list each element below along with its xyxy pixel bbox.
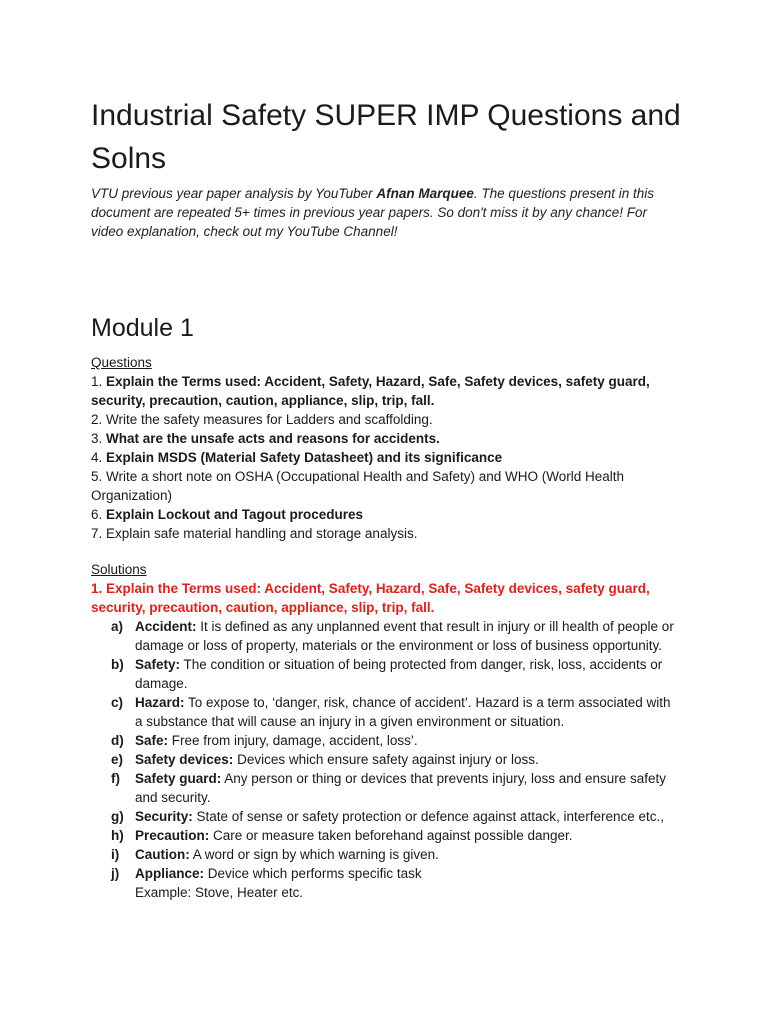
term-definition: Any person or thing or devices that prevents injury, loss and ensure safety and security. [135,771,667,805]
question-item [91,505,681,524]
question-text: Explain safe material handling and storage analysis. [106,526,418,541]
questions-heading: Questions [91,355,152,370]
question-text: Write a short note on OSHA (Occupational Health and Safety) and WHO (World Health Organization) [91,469,625,503]
question-text: Explain the Terms used: Accident, Safety, Hazard, Safe, Safety devices, safety guard, security, precaution, caution, appliance, slip, trip, fall. [91,374,650,408]
question-text: Write the safety measures for Ladders and scaffolding. [106,412,433,427]
solution-question: 1. Explain the Terms used: Accident, Safety, Hazard, Safe, Safety devices, safety guard, security, precaution, caution, appliance, slip, trip, fall. [91,581,650,615]
questions-list [91,372,681,543]
term-letter: j) [111,866,120,881]
term-body [135,807,681,826]
term-letter: f) [111,771,120,786]
term-name: Safe: [135,733,169,748]
term-item [111,693,681,731]
term-letter: c) [111,695,124,710]
question-item [91,429,681,448]
term-definition: Free from injury, damage, accident, loss’. [168,733,418,748]
term-body [135,693,681,731]
term-item [111,731,681,750]
term-letter: e) [111,752,124,767]
term-body [135,617,681,655]
term-name: Appliance: [135,866,205,881]
term-name: Caution: [135,847,190,862]
term-body [135,750,681,769]
solutions-heading: Solutions [91,562,147,577]
term-item [111,826,681,845]
term-letter: a) [111,619,124,634]
term-body [135,826,681,845]
term-definition: The condition or situation of being protected from danger, risk, loss, accidents or damage. [135,657,663,691]
terms-list [111,617,681,902]
question-number: 5. [91,469,107,484]
question-number: 4. [91,450,107,465]
term-definition: To expose to, ‘danger, risk, chance of accident’. Hazard is a term associated with a substance that will cause an injury in a given environment or situation. [135,695,671,729]
term-body [135,655,681,693]
term-name: Hazard: [135,695,185,710]
term-body [135,845,681,864]
term-body [135,731,681,750]
question-item [91,448,681,467]
question-number: 1. [91,374,107,389]
term-definition: A word or sign by which warning is given. [189,847,439,862]
question-number: 3. [91,431,107,446]
term-name: Accident: [135,619,197,634]
question-number: 7. [91,526,107,541]
term-name: Precaution: [135,828,210,843]
term-letter: d) [111,733,124,748]
term-body [135,769,681,807]
question-number: 6. [91,507,107,522]
term-letter: b) [111,657,124,672]
term-name: Safety: [135,657,181,672]
question-item [91,372,681,410]
term-example: Example: Stove, Heater etc. [135,885,304,900]
term-item [111,655,681,693]
term-definition: It is defined as any unplanned event that result in injury or ill health of people or damage or loss of property, materials or the environment or loss of business opportunity. [135,619,674,653]
intro-text-end: . The questions present in this document are repeated 5+ times in previous year papers. So don't miss it by any chance! For video explanation, check out my YouTube Channel! [91,186,655,239]
question-text: Explain Lockout and Tagout procedures [106,507,364,522]
question-text: Explain MSDS (Material Safety Datasheet) and its significance [106,450,503,465]
question-item [91,524,681,543]
term-item [111,864,681,902]
term-letter: i) [111,847,120,862]
question-item [91,410,681,429]
term-name: Security: [135,809,193,824]
term-definition: State of sense or safety protection or defence against attack, interference etc., [192,809,665,824]
term-definition: Devices which ensure safety against injury or loss. [233,752,539,767]
question-item [91,467,681,505]
term-item [111,845,681,864]
term-body [135,864,681,902]
term-letter: h) [111,828,124,843]
term-definition: Device which performs specific task [204,866,422,881]
author-name: Afnan Marquee [376,186,474,201]
question-text: What are the unsafe acts and reasons for accidents. [106,431,440,446]
intro-text-start: VTU previous year paper analysis by YouTuber [91,186,377,201]
term-definition: Care or measure taken beforehand against possible danger. [209,828,573,843]
module-heading: Module 1 [91,314,194,342]
term-name: Safety guard: [135,771,222,786]
term-item [111,807,681,826]
question-number: 2. [91,412,107,427]
intro-paragraph [91,184,671,241]
term-name: Safety devices: [135,752,234,767]
term-item [111,750,681,769]
document-title: Industrial Safety SUPER IMP Questions and Solns [91,99,681,175]
term-item [111,617,681,655]
term-item [111,769,681,807]
term-letter: g) [111,809,124,824]
